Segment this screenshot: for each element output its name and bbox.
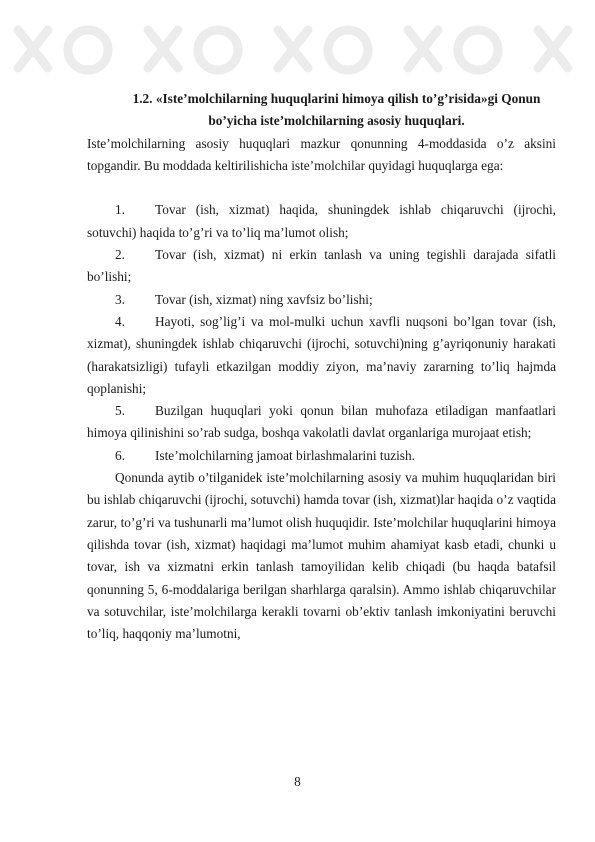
intro-paragraph: [87, 133, 556, 178]
list-item: [87, 244, 556, 289]
intro-text: Iste’molchilarning asosiy huquqlari mazkur qonunning 4-moddasida o’z aksini topgandir. Bu moddada keltirilishicha iste’molchilar quyidagi huquqlarga ega:: [87, 135, 556, 173]
list-item: [87, 445, 556, 467]
list-item-number: 6.: [115, 447, 125, 463]
list-item-number: 4.: [115, 313, 125, 329]
list-item: [87, 311, 556, 400]
list-item-number: 1.: [115, 202, 125, 218]
list-item-text: Tovar (ish, xizmat) ni erkin tanlash va uning tegishli darajada sifatli bo’lishi;: [87, 247, 556, 285]
list-item-text: Tovar (ish, xizmat) ning xavfsiz bo’lishi;: [155, 291, 373, 307]
list-item-text: Tovar (ish, xizmat) haqida, shuningdek ishlab chiqaruvchi (ijrochi, sotuvchi) haqida to’g’ri va to’liq ma’lumot olish;: [87, 202, 556, 240]
list-item-number: 2.: [115, 247, 125, 263]
list-item-text: Iste’molchilarning jamoat birlashmalarini tuzish.: [155, 447, 415, 463]
list-item-text: Hayoti, sog’lig’i va mol-mulki uchun xavfli nuqsoni bo’lgan tovar (ish, xizmat), shuningdek ishlab chiqaruvchi (ijrochi, sotuvchi)ning g’ayriqonuniy harakati (harakatsizligi) tufayli etkazilgan moddiy ziyon, ma’naviy zararning to’liq hajmda qoplanishi;: [87, 313, 556, 396]
blank-line: [87, 177, 556, 199]
list-item-number: 5.: [115, 403, 125, 419]
list-item: [87, 289, 556, 311]
list-item: [87, 400, 556, 445]
section-heading-line2: bo’yicha iste’molchilarning asosiy huquqlari.: [208, 113, 465, 129]
list-item-text: Buzilgan huquqlari yoki qonun bilan muhofaza etiladigan manfaatlari himoya qilinishini so’rab sudga, boshqa vakolatli davlat organlariga murojaat etish;: [87, 403, 556, 441]
document-body: [87, 88, 556, 645]
list-item-number: 3.: [115, 291, 125, 307]
list-item: [87, 199, 556, 244]
section-heading-line1: 1.2. «Iste’molchilarning huquqlarini himoya qilish to’g’risida»gi Qonun: [132, 91, 541, 106]
page-number: 8: [294, 774, 301, 789]
closing-paragraph: Qonunda aytib o’tilganidek iste’molchilarning asosiy va muhim huquqlaridan biri bu ishlab chiqaruvchi (ijrochi, sotuvchi) hamda tovar (ish, xizmat)lar haqida o’z vaqtida zarur, to’g’ri va tushunarli ma’lumot olish huquqidir. Iste’molchilar huquqlarini himoya qilishda tovar (ish, xizmat) haqidagi ma’lumot muhim ahamiyat kasb etadi, chunki u tovar, ish va xizmatni erkin tanlash tamoyilidan kelib chiqadi (bu haqda batafsil qonunning 5, 6-moddalariga berilgan sharhlarga qaralsin). Ammo ishlab chiqaruvchilar va sotuvchilar, iste’molchilarga kerakli tovarni ob’ektiv tanlash imkoniyatini beruvchi to’liq, haqqoniy ma’lumotni,: [87, 470, 556, 642]
